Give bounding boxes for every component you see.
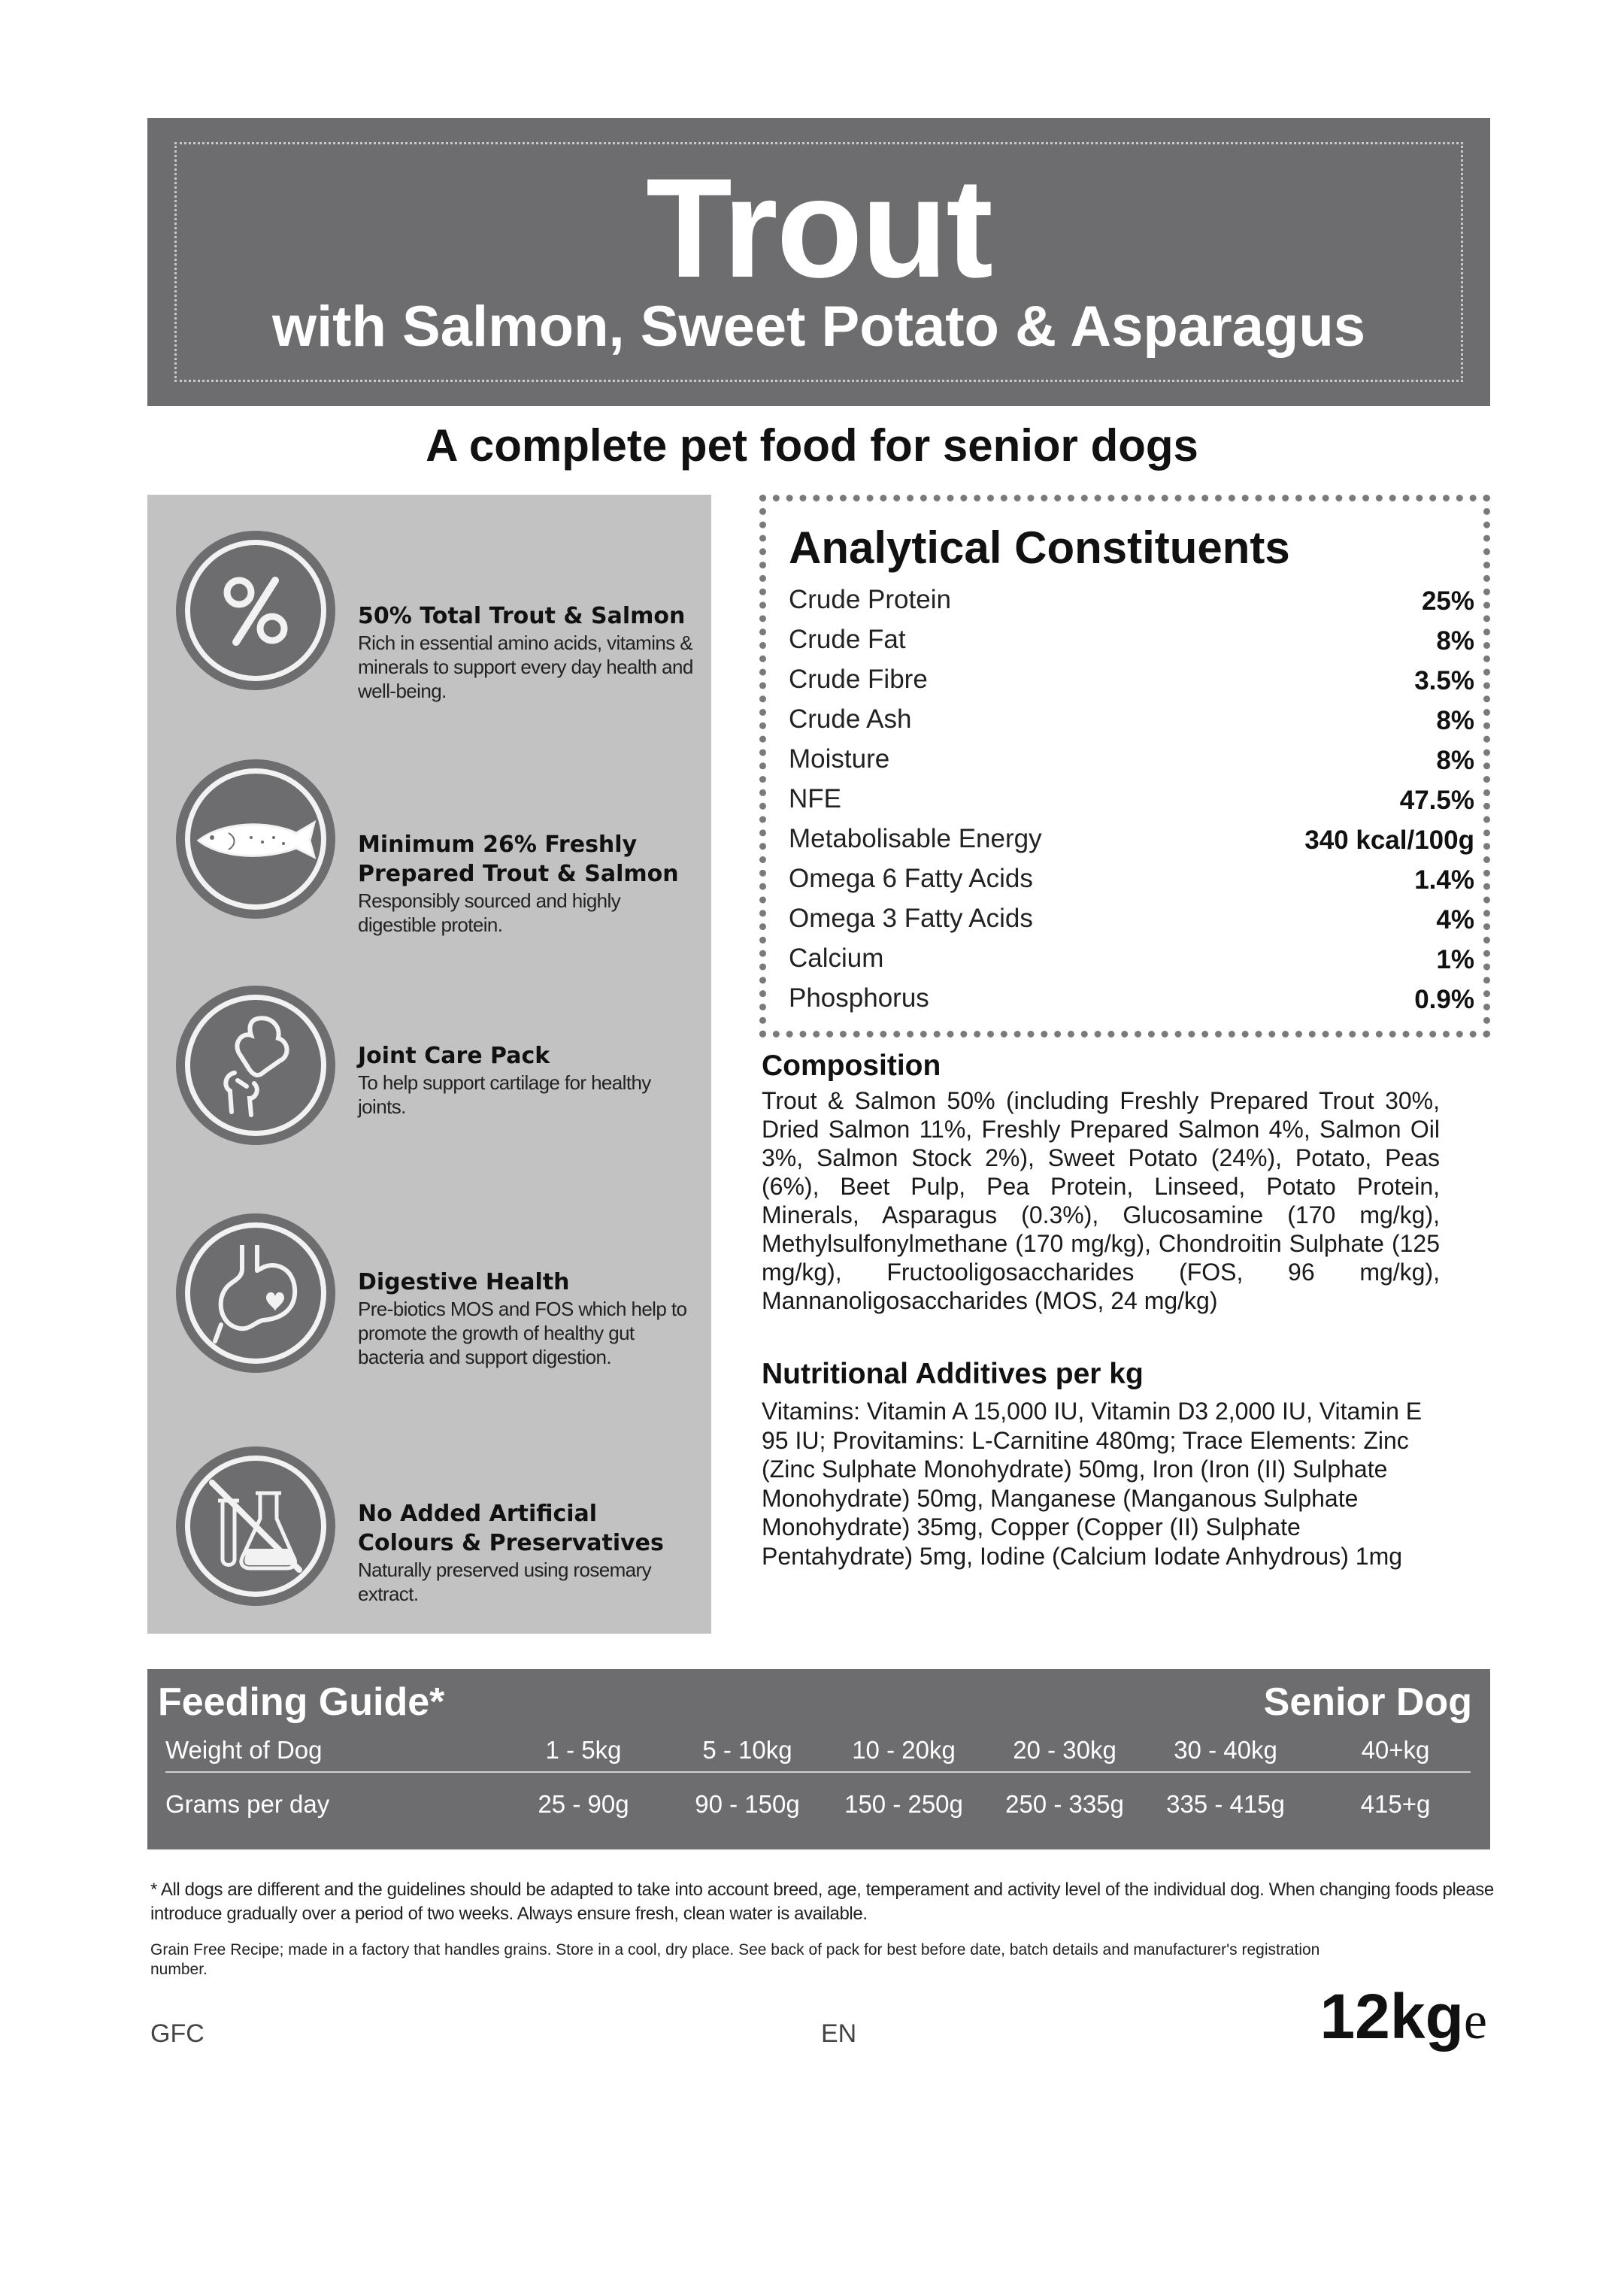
weight-cell: 5 - 10kg [702, 1736, 792, 1764]
feature-item [147, 986, 711, 1159]
feeding-grams-row [165, 1782, 1471, 1827]
analytical-label: Omega 3 Fatty Acids [789, 904, 1033, 933]
feature-heading: Joint Care Pack [358, 1043, 550, 1069]
feature-heading: No Added Artificial Colours & Preservatives [358, 1501, 664, 1556]
analytical-label: Moisture [789, 744, 890, 774]
analytical-value: 1.4% [1414, 865, 1474, 895]
composition-heading: Composition [762, 1050, 941, 1082]
weight-label: Weight of Dog [165, 1736, 323, 1764]
analytical-value: 8% [1436, 746, 1474, 775]
feature-heading: 50% Total Trout & Salmon [358, 603, 686, 629]
analytical-title: Analytical Constituents [789, 523, 1290, 573]
recipe-note: Grain Free Recipe; made in a factory that handles grains. Store in a cool, dry place. See back of pack for best before date, batch details and manufacturer's registration number. [150, 1941, 1320, 1978]
feature-item [147, 759, 711, 936]
tagline: A complete pet food for senior dogs [426, 420, 1198, 471]
feature-heading: Minimum 26% Freshly Prepared Trout & Salmon [358, 832, 679, 887]
analytical-label: Crude Protein [789, 585, 951, 614]
additives-text: Vitamins: Vitamin A 15,000 IU, Vitamin D3 2,000 IU, Vitamin E 95 IU; Provitamins: L-Carnitine 480mg; Trace Elements: Zinc (Zinc Sulphate Monohydrate) 50mg, Iron (Iron (II) Sulphate Monohydrate) 50mg, Manganese (Manganous Sulphate Monohydrate) 35mg, Copper (Copper (II) Sulphate Pentahydrate) 5mg, Iodine (Calcium Iodate Anhydrous) 1mg [762, 1398, 1423, 1570]
grams-cell: 335 - 415g [1166, 1790, 1285, 1818]
weight-cell: 20 - 30kg [1013, 1736, 1116, 1764]
analytical-value: 4% [1436, 905, 1474, 935]
grams-cell: 250 - 335g [1005, 1790, 1124, 1818]
header-banner [147, 118, 1490, 406]
analytical-label: Crude Fat [789, 625, 906, 654]
composition-text: Trout & Salmon 50% (including Freshly Prepared Trout 30%, Dried Salmon 11%, Freshly Prepared Salmon 4%, Salmon Oil 3%, Salmon Stock 2%), Sweet Potato (24%), Potato, Peas (6%), Beet Pulp, Pea Protein, Linseed, Potato Protein, Minerals, Asparagus (0.3%), Glucosamine (170 mg/kg), Methylsulfonylmethane (170 mg/kg), Chondroitin Sulphate (125 mg/kg), Fructooligosaccharides (FOS, 96 mg/kg), Mannanoligosaccharides (MOS, 24 mg/kg) [762, 1087, 1440, 1314]
grams-cell: 150 - 250g [844, 1790, 963, 1818]
product-code: GFC [150, 2019, 205, 2048]
grams-cell: 415+g [1360, 1790, 1431, 1818]
feature-description: Rich in essential amino acids, vitamins & minerals to support every day health and well-being. [358, 632, 693, 702]
analytical-label: Calcium [789, 944, 884, 973]
analytical-value: 3.5% [1414, 666, 1474, 695]
analytical-row [789, 699, 1474, 739]
feature-heading: Digestive Health [358, 1269, 570, 1295]
analytical-row [789, 978, 1474, 1018]
percent-icon [176, 531, 335, 690]
grams-cell: 90 - 150g [695, 1790, 800, 1818]
weight-cell: 40+kg [1361, 1736, 1430, 1764]
analytical-label: Metabolisable Energy [789, 824, 1042, 853]
pack-weight-value: 12kg [1320, 1981, 1464, 2052]
analytical-label: Omega 6 Fatty Acids [789, 864, 1033, 893]
analytical-label: Crude Ash [789, 704, 912, 734]
feature-item [147, 531, 711, 704]
analytical-row [789, 819, 1474, 859]
features-panel [147, 495, 711, 1634]
analytical-row [789, 619, 1474, 659]
weight-cell: 1 - 5kg [545, 1736, 622, 1764]
analytical-row [789, 938, 1474, 978]
analytical-label: Crude Fibre [789, 665, 928, 694]
analytical-value: 47.5% [1399, 786, 1474, 815]
additives-heading: Nutritional Additives per kg [762, 1358, 1144, 1390]
feeding-weight-row [165, 1728, 1471, 1773]
grams-cell: 25 - 90g [538, 1790, 629, 1818]
language-code: EN [821, 2019, 857, 2048]
feature-item [147, 1213, 711, 1386]
feeding-footnote: * All dogs are different and the guidelines should be adapted to take into account breed, age, temperament and activity level of the individual dog. When changing foods please introduce gradually over a period of two weeks. Always ensure fresh, clean water is available. [150, 1880, 1494, 1924]
joint-bone-icon [176, 986, 335, 1145]
analytical-row [789, 659, 1474, 699]
feature-item [147, 1446, 711, 1619]
analytical-value: 1% [1436, 945, 1474, 974]
analytical-label: Phosphorus [789, 983, 929, 1013]
product-title: Trout [646, 149, 992, 307]
weight-cell: 30 - 40kg [1174, 1736, 1277, 1764]
feeding-guide [147, 1669, 1490, 1849]
stomach-heart-icon [176, 1213, 335, 1373]
feature-description: Pre-biotics MOS and FOS which help to promote the growth of healthy gut bacteria and support digestion. [358, 1298, 687, 1368]
analytical-value: 340 kcal/100g [1304, 825, 1474, 855]
product-subtitle: with Salmon, Sweet Potato & Asparagus [271, 295, 1366, 359]
feature-description: Naturally preserved using rosemary extract. [358, 1559, 651, 1605]
feeding-guide-subtitle: Senior Dog [1263, 1680, 1472, 1724]
analytical-row [789, 739, 1474, 779]
analytical-value: 25% [1421, 586, 1474, 616]
pack-weight [1320, 1981, 1487, 2052]
feature-description: To help support cartilage for healthy joints. [358, 1071, 651, 1118]
analytical-value: 8% [1436, 626, 1474, 656]
analytical-value: 0.9% [1414, 985, 1474, 1014]
analytical-value: 8% [1436, 706, 1474, 735]
no-additives-flask-icon [176, 1446, 335, 1606]
grams-label: Grams per day [165, 1790, 330, 1818]
analytical-constituents-box [759, 495, 1490, 1038]
analytical-row [789, 779, 1474, 819]
analytical-label: NFE [789, 784, 841, 813]
estimated-sign: e [1463, 1992, 1487, 2050]
feeding-guide-title: Feeding Guide* [158, 1680, 445, 1724]
weight-cell: 10 - 20kg [852, 1736, 956, 1764]
analytical-row [789, 580, 1474, 619]
fish-icon [176, 759, 335, 919]
analytical-row [789, 898, 1474, 938]
analytical-row [789, 859, 1474, 898]
feature-description: Responsibly sourced and highly digestible protein. [358, 889, 621, 936]
